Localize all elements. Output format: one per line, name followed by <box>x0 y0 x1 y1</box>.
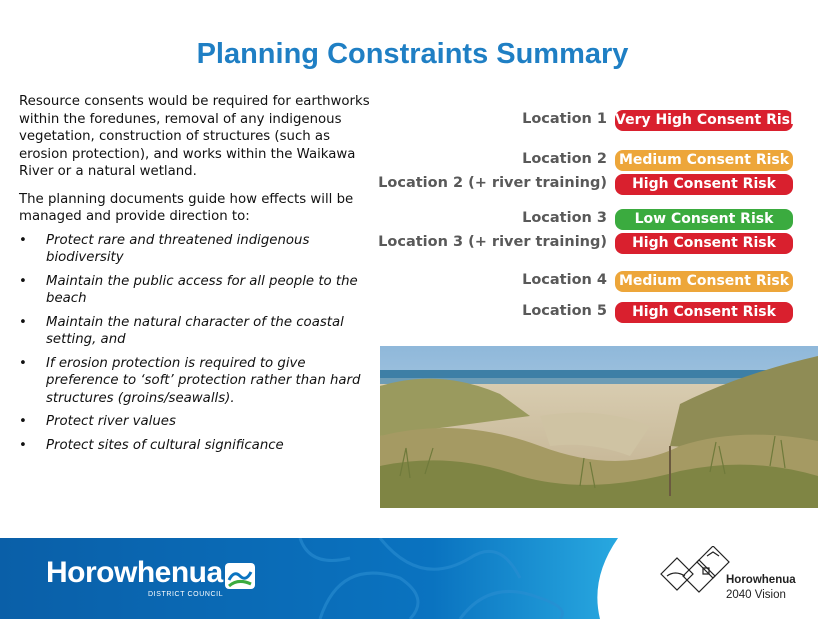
risk-badge: Low Consent Risk <box>615 209 793 230</box>
bullet-glyph: • <box>19 273 27 289</box>
vision-logo-name: Horowhenua <box>726 574 796 586</box>
list-item <box>19 314 374 349</box>
vision-logo-subtitle: 2040 Vision <box>726 589 786 601</box>
risk-row <box>378 233 795 254</box>
location-label: Location 2 (+ river training) <box>378 175 607 191</box>
location-label: Location 2 <box>522 151 607 167</box>
list-item <box>19 355 374 408</box>
risk-summary-panel <box>378 110 800 325</box>
bullet-text: Maintain the public access for all people to the beach <box>46 273 358 306</box>
location-label: Location 1 <box>522 111 607 127</box>
risk-badge: High Consent Risk <box>615 302 793 323</box>
council-logo-subtitle: DISTRICT COUNCIL <box>148 591 224 598</box>
risk-badge: Very High Consent Risk <box>615 110 793 131</box>
risk-row <box>400 271 795 292</box>
bullet-text: Protect sites of cultural significance <box>46 437 284 453</box>
council-logo-icon <box>224 562 256 590</box>
intro-paragraph: Resource consents would be required for earthworks within the foredunes, removal of any indigenous vegetation, construction of structures (such as erosion protection), and works within the Waikawa River or a natural wetland. <box>19 94 370 179</box>
beach-dunes-photo <box>380 346 818 508</box>
list-item <box>19 273 374 308</box>
bullet-glyph: • <box>19 314 27 330</box>
direction-list <box>19 232 374 455</box>
risk-row <box>400 110 800 131</box>
body-text <box>19 93 374 460</box>
bullet-glyph: • <box>19 437 27 453</box>
risk-badge: Medium Consent Risk <box>615 150 793 171</box>
bullet-text: Protect river values <box>46 414 176 429</box>
list-item <box>19 232 374 267</box>
council-logo-text: Horowhenua <box>46 556 223 589</box>
risk-badge: Medium Consent Risk <box>615 271 793 292</box>
location-label: Location 4 <box>522 272 607 288</box>
guide-paragraph: The planning documents guide how effects will be managed and provide direction to: <box>19 191 354 224</box>
bullet-glyph: • <box>19 414 27 429</box>
risk-row <box>400 150 795 171</box>
risk-badge: High Consent Risk <box>615 233 793 254</box>
risk-badge: High Consent Risk <box>615 174 793 195</box>
bullet-text: If erosion protection is required to give preference to ‘soft’ protection rather than hard structures (groins/seawalls). <box>46 355 361 406</box>
vision-logo-icon <box>657 546 733 606</box>
location-label: Location 3 <box>522 210 607 226</box>
location-label: Location 3 (+ river training) <box>378 234 607 250</box>
list-item <box>19 437 374 455</box>
bullet-glyph: • <box>19 232 27 248</box>
risk-row <box>378 174 795 195</box>
bullet-text: Protect rare and threatened indigenous biodiversity <box>46 232 310 265</box>
slide-title: Planning Constraints Summary <box>196 38 629 70</box>
risk-row <box>400 209 795 230</box>
list-item <box>19 413 374 431</box>
risk-row <box>400 302 795 323</box>
bullet-glyph: • <box>19 355 27 371</box>
location-label: Location 5 <box>522 303 607 319</box>
bullet-text: Maintain the natural character of the coastal setting, and <box>46 314 344 347</box>
